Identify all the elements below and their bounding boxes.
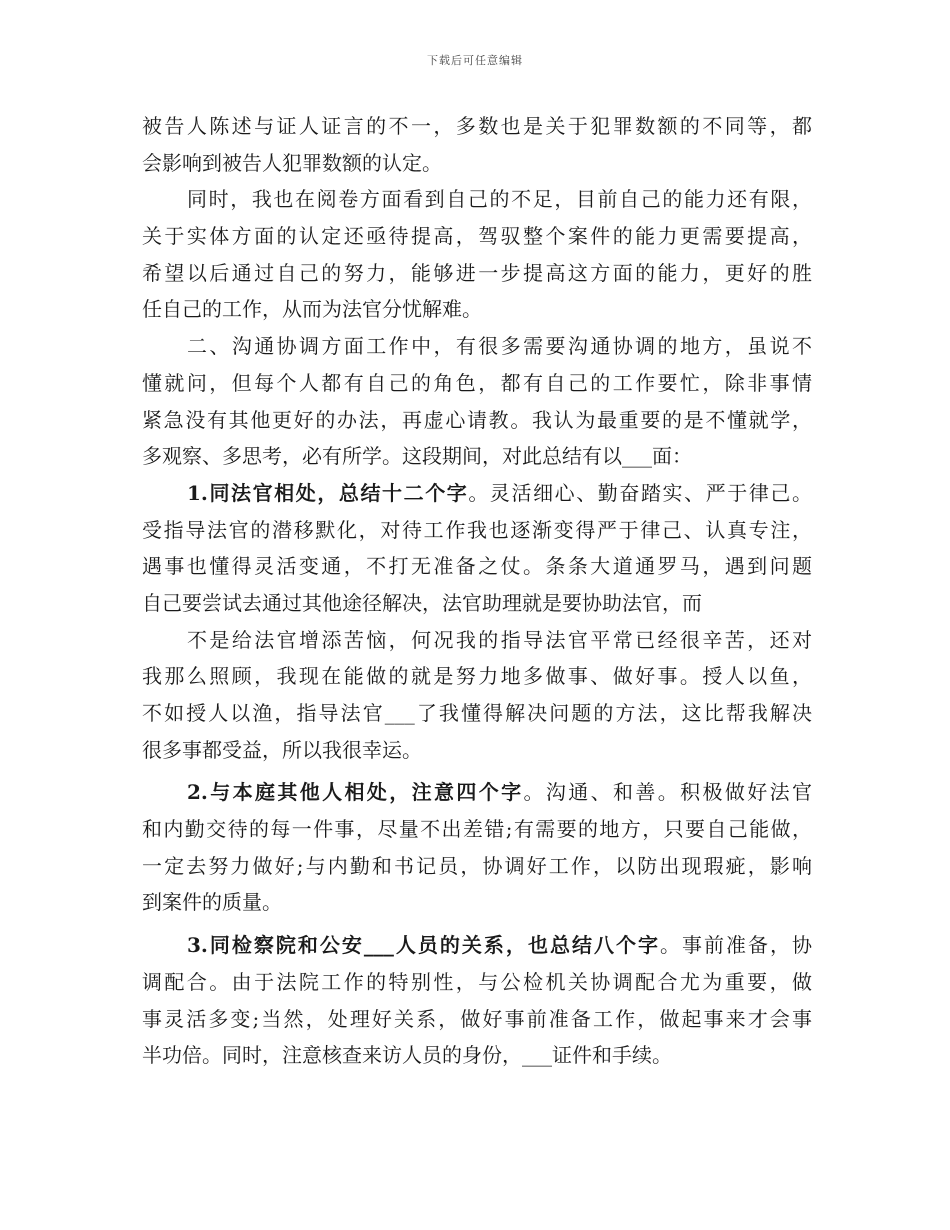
section-heading: 2.与本庭其他人相处，注意四个字 [187,780,524,805]
paragraph-start-line: 不是给法官增添苦恼，何况我的指导法官平常已经很辛苦，还对 [187,627,812,652]
section-heading-line: 1.同法官相处，总结十二个字。灵活细心、勤奋踏实、严于律己。 [187,480,812,505]
text-line: 到案件的质量。 [142,890,282,915]
section-heading-line: 2.与本庭其他人相处，注意四个字。沟通、和善。积极做好法官 [187,780,812,805]
text-line: 任自己的工作，从而为法官分忧解难。 [142,297,482,322]
text-line: 很多事都受益，所以我很幸运。 [142,737,422,762]
text-line: 不如授人以渔，指导法官___了我懂得解决问题的方法，这比帮我解决 [142,701,812,725]
text-line: 受指导法官的潜移默化，对待工作我也逐渐变得严于律己、认真专注， [142,517,812,542]
text-line: 和内勤交待的每一件事，尽量不出差错;有需要的地方，只要自己能做， [142,817,812,842]
text-line: 调配合。由于法院工作的特别性，与公检机关协调配合尤为重要，做 [142,969,812,994]
paragraph-start-line: 同时，我也在阅卷方面看到自己的不足，目前自己的能力还有限， [187,187,812,212]
text-line: 关于实体方面的认定还亟待提高，驾驭整个案件的能力更需要提高， [142,224,812,249]
paragraph-start-line: 二、沟通协调方面工作中，有很多需要沟通协调的地方，虽说不 [187,334,812,359]
text-line: 多观察、多思考，必有所学。这段期间，对此总结有以___面： [142,444,692,469]
text-line: 会影响到被告人犯罪数额的认定。 [142,150,442,175]
text-line: 懂就问，但每个人都有自己的角色，都有自己的工作要忙，除非事情 [142,370,812,395]
document-body [142,108,812,1074]
text-line: 一定去努力做好;与内勤和书记员，协调好工作，以防出现瑕疵，影响 [142,853,812,878]
text-line: 自己要尝试去通过其他途径解决，法官助理就是要协助法官，而 [142,590,702,615]
text-line: 紧急没有其他更好的办法，再虚心请教。我认为最重要的是不懂就学， [142,407,812,432]
text-line: 我那么照顾，我现在能做的就是努力地多做事、做好事。授人以鱼， [142,664,812,689]
text-line: 事灵活多变;当然，处理好关系，做好事前准备工作，做起事来才会事 [142,1006,812,1031]
text-line: 被告人陈述与证人证言的不一，多数也是关于犯罪数额的不同等，都 [142,114,812,138]
text-line: 遇事也懂得灵活变通，不打无准备之仗。条条大道通罗马，遇到问题 [142,554,812,579]
text-line: 半功倍。同时，注意核查来访人员的身份，___证件和手续。 [142,1043,672,1068]
page-header: 下载后可任意编辑 [427,54,523,67]
section-heading-line: 3.同检察院和公安___人员的关系，也总结八个字。事前准备，协 [187,933,812,958]
section-heading: 1.同法官相处，总结十二个字 [187,480,469,505]
text-line: 希望以后通过自己的努力，能够进一步提高这方面的能力，更好的胜 [142,260,812,285]
section-heading: 3.同检察院和公安___人员的关系，也总结八个字 [187,933,660,958]
